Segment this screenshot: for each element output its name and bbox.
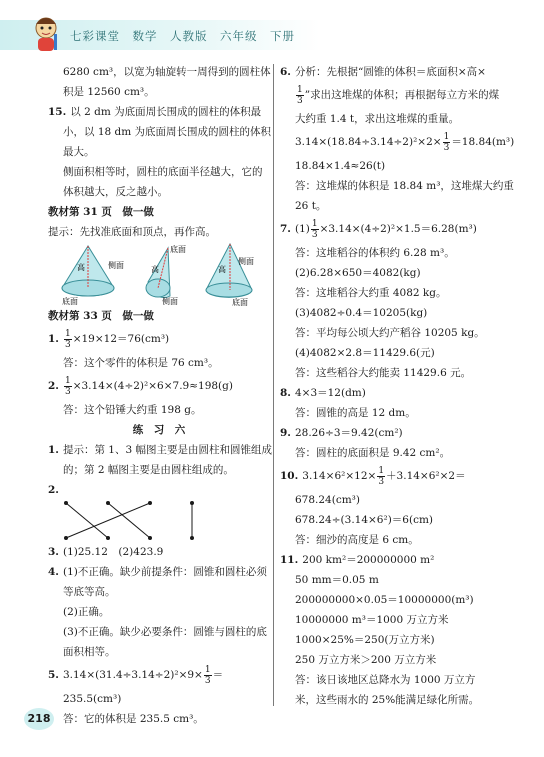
text-line: [280, 490, 520, 510]
fraction-denominator: 3: [378, 476, 385, 487]
line-text: 6280 cm³，以宽为轴旋转一周得到的圆柱体: [63, 66, 271, 78]
item-number: 10.: [280, 470, 299, 482]
text-line: [280, 463, 520, 490]
line-text: 答：它的体积是 235.5 cm³。: [63, 713, 204, 725]
text-line: [48, 440, 273, 460]
text-line: [280, 570, 520, 590]
line-text: 分析：先根据“圆锥的体积＝底面积×高×: [294, 66, 486, 78]
text-line: [48, 82, 270, 102]
line-text: (2)6.28×650＝4082(kg): [295, 267, 421, 279]
line-text: (2)正确。: [63, 606, 110, 618]
text-line: [48, 689, 270, 709]
item-number: 2.: [48, 380, 59, 392]
fraction-denominator: 3: [64, 386, 71, 397]
fraction-numerator: 1: [64, 328, 71, 339]
cone-1: [62, 246, 124, 306]
fraction-denominator: 3: [64, 339, 71, 350]
cone3-side-label: 侧面: [238, 257, 254, 266]
line-text: 答：这个零件的体积是 76 cm³。: [63, 357, 219, 369]
cone3-base-label: 底面: [232, 298, 248, 306]
text-line: [280, 283, 520, 303]
line-text: 积是 12560 cm³。: [63, 86, 155, 98]
formula-prefix: (1): [294, 223, 310, 235]
fraction-denominator: 3: [204, 675, 211, 686]
text-line: [280, 109, 520, 129]
text-line: [48, 142, 270, 162]
line-text: 1000×25%＝250(万立方米): [295, 634, 435, 646]
line-text: 答：圆锥的高是 12 dm。: [295, 407, 416, 419]
text-line: [280, 363, 520, 383]
line-text: 250 万立方米＞200 万立方米: [295, 654, 437, 666]
line-text: 体积越大，反之越小。: [63, 186, 168, 198]
text-line: [280, 243, 520, 263]
line-text: 答：细沙的高度是 6 cm。: [295, 534, 419, 546]
fraction: [64, 329, 72, 350]
text-line: [48, 326, 270, 353]
matching-lines: [48, 500, 270, 542]
fraction-numerator: 1: [297, 84, 303, 95]
left-column: [48, 62, 273, 729]
fraction-denominator: 3: [443, 142, 450, 153]
text-line: [280, 550, 520, 570]
page-number: 218: [27, 712, 51, 725]
text-line: [280, 156, 520, 176]
line-text: 答：这堆稻谷的体积约 6.28 m³。: [295, 247, 455, 259]
line-text: 4×3＝12(dm): [294, 387, 366, 399]
fraction: [443, 132, 451, 153]
item-number: 3.: [48, 546, 59, 558]
text-line: [280, 443, 520, 463]
fraction: [204, 665, 212, 686]
line-text: 678.24÷(3.14×6²)＝6(cm): [295, 514, 434, 526]
text-line: [48, 373, 270, 400]
text-line: [48, 420, 270, 440]
item-number: 7.: [280, 223, 291, 235]
text-line: [48, 102, 270, 122]
text-line: [280, 670, 520, 690]
line-text: 练 习 六: [132, 424, 186, 436]
item-number: 8.: [280, 387, 291, 399]
fraction-denominator: 3: [297, 95, 303, 106]
page-number-badge: [24, 708, 54, 732]
line-text: ×3.14×(4÷2)²×1.5＝6.28(m³): [319, 223, 477, 235]
cone3-height-label: 高: [218, 265, 226, 274]
text-line: [280, 323, 520, 343]
line-text: 米，这些雨水的 25%能满足绿化所需。: [295, 694, 480, 706]
line-text: (4)4082×2.8＝11429.6(元): [295, 347, 435, 359]
line-text: 侧面积相等时，圆柱的底面半径越大，它的: [63, 166, 263, 178]
cone2-height-label: 高: [151, 265, 159, 274]
cone-2: [146, 244, 186, 306]
text-line: [280, 650, 520, 670]
line-text: 26 t。: [295, 200, 327, 212]
text-line: [280, 510, 520, 530]
formula-prefix: 3.14×6²×12×: [302, 470, 377, 482]
text-line: [280, 403, 520, 423]
line-text: ＝18.84(m³): [451, 136, 515, 148]
line-text: ×3.14×(4÷2)²×6×7.9≈198(g): [72, 380, 233, 392]
header-title: 七彩课堂 数学 人教版 六年级 下册: [70, 29, 295, 43]
text-line: [48, 602, 270, 622]
item-number: 2.: [48, 484, 59, 496]
text-line: [48, 542, 270, 562]
line-text: ×19×12＝76(cm³): [72, 333, 170, 345]
text-line: [48, 62, 270, 82]
line-text: ＝: [212, 669, 224, 681]
text-line: [280, 176, 520, 196]
item-number: 5.: [48, 669, 59, 681]
fraction-numerator: 1: [443, 131, 450, 142]
page-header: [0, 0, 544, 58]
line-text: 大约重 1.4 t，求出这堆煤的重量。: [295, 113, 460, 125]
line-text: (3)4082÷0.4＝10205(kg): [295, 307, 428, 319]
line-text: 的；第 2 幅图主要是由圆柱组成的。: [63, 464, 234, 476]
text-line: [280, 630, 520, 650]
column-divider: [273, 64, 274, 706]
line-text: 200 km²＝200000000 m²: [302, 554, 435, 566]
line-text: ＋3.14×6²×2＝: [386, 470, 466, 482]
text-line: [280, 610, 520, 630]
line-text: 答：这堆稻谷大约重 4082 kg。: [295, 287, 447, 299]
item-number: 11.: [280, 554, 299, 566]
line-text: 答：这个铅锤大约重 198 g。: [63, 404, 202, 416]
line-text: 小，以 18 dm 为底面周长围成的圆柱的体积: [63, 126, 272, 138]
fraction-numerator: 1: [64, 375, 71, 386]
item-number: 15.: [48, 106, 67, 118]
line-text: 28.26÷3＝9.42(cm²): [294, 427, 403, 439]
line-text: (1)25.12 (2)423.9: [62, 546, 164, 558]
text-line: [48, 353, 270, 373]
cone1-height-label: 高: [77, 263, 85, 272]
line-text: 答：该日该地区总降水为 1000 万立方: [295, 674, 476, 686]
line-text: 678.24(cm³): [295, 494, 360, 506]
cone1-side-label: 侧面: [108, 261, 124, 270]
line-text: 18.84×1.4≈26(t): [295, 160, 386, 172]
right-column: [280, 62, 520, 710]
mascot-logo-icon: [26, 10, 66, 54]
text-line: [48, 460, 270, 480]
item-number: 4.: [48, 566, 59, 578]
text-line: [48, 582, 270, 602]
line-text: (1)不正确。缺少前提条件：圆锥和圆柱必须: [62, 566, 267, 578]
cone2-side-label: 侧面: [162, 297, 178, 306]
line-text: 200000000×0.05＝10000000(m³): [295, 594, 474, 606]
text-line: [48, 642, 270, 662]
text-line: [48, 222, 270, 242]
text-line: [280, 530, 520, 550]
text-line: [48, 202, 270, 222]
text-line: [280, 82, 520, 109]
text-line: [280, 62, 520, 82]
line-text: 50 mm＝0.05 m: [295, 574, 379, 586]
text-line: [280, 690, 520, 710]
text-line: [280, 263, 520, 283]
fraction-numerator: 1: [311, 218, 318, 229]
text-line: [280, 423, 520, 443]
text-line: [48, 122, 270, 142]
text-line: [48, 182, 270, 202]
cone-diagrams: [48, 242, 270, 306]
item-number: 6.: [280, 66, 291, 78]
line-text: 答：平均每公顷大约产稻谷 10205 kg。: [295, 327, 485, 339]
formula-prefix: 3.14×(18.84÷3.14÷2)²×2×: [295, 136, 442, 148]
fraction: [296, 85, 304, 106]
fraction: [311, 219, 319, 240]
text-line: [280, 196, 520, 216]
text-line: [48, 562, 270, 582]
item-number: 9.: [280, 427, 291, 439]
line-text: 10000000 m³＝1000 万立方米: [295, 614, 449, 626]
fraction-denominator: 3: [311, 229, 318, 240]
text-line: [48, 709, 270, 729]
text-line: [280, 216, 520, 243]
line-text: 答：圆柱的底面积是 9.42 cm²。: [295, 447, 451, 459]
line-text: 以 2 dm 为底面周长围成的圆柱的体积最: [70, 106, 262, 118]
line-text: 等底等高。: [63, 586, 116, 598]
fraction: [64, 376, 72, 397]
line-text: 面积相等。: [63, 646, 116, 658]
matching-diagram: [48, 500, 270, 542]
item-number: 1.: [48, 333, 59, 345]
line-text: 最大。: [63, 146, 95, 158]
item-number: 1.: [48, 444, 59, 456]
cone-figures: [48, 242, 270, 306]
text-line: [48, 622, 270, 642]
fraction-numerator: 1: [204, 664, 211, 675]
fraction: [377, 466, 385, 487]
text-line: [48, 400, 270, 420]
text-line: [280, 129, 520, 156]
line-text: 教材第 33 页 做一做: [48, 310, 154, 322]
cone2-base-label: 底面: [170, 245, 186, 254]
text-line: [48, 306, 270, 326]
text-line: [280, 303, 520, 323]
line-text: (3)不正确。缺少必要条件：圆锥与圆柱的底: [63, 626, 267, 638]
text-line: [48, 162, 270, 182]
cone1-base-label: 底面: [62, 297, 78, 306]
text-line: [280, 343, 520, 363]
cone-3: [206, 244, 254, 306]
line-text: 提示：先找准底面和顶点，再作高。: [48, 226, 216, 238]
line-text: 教材第 31 页 做一做: [48, 206, 154, 218]
text-line: [280, 590, 520, 610]
line-text: 提示：第 1、3 幅图主要是由圆柱和圆锥组成: [62, 444, 273, 456]
line-text: 答：这堆煤的体积是 18.84 m³，这堆煤大约重: [295, 180, 514, 192]
fraction-numerator: 1: [378, 465, 385, 476]
line-text: 235.5(cm³): [63, 693, 122, 705]
text-line: [280, 383, 520, 403]
text-line: [48, 662, 270, 689]
line-text: 答：这些稻谷大约能卖 11429.6 元。: [295, 367, 472, 379]
text-line: [48, 480, 270, 500]
formula-prefix: 3.14×(31.4÷3.14÷2)²×9×: [62, 669, 203, 681]
line-text: ”求出这堆煤的体积；再根据每立方米的煤: [304, 89, 500, 101]
